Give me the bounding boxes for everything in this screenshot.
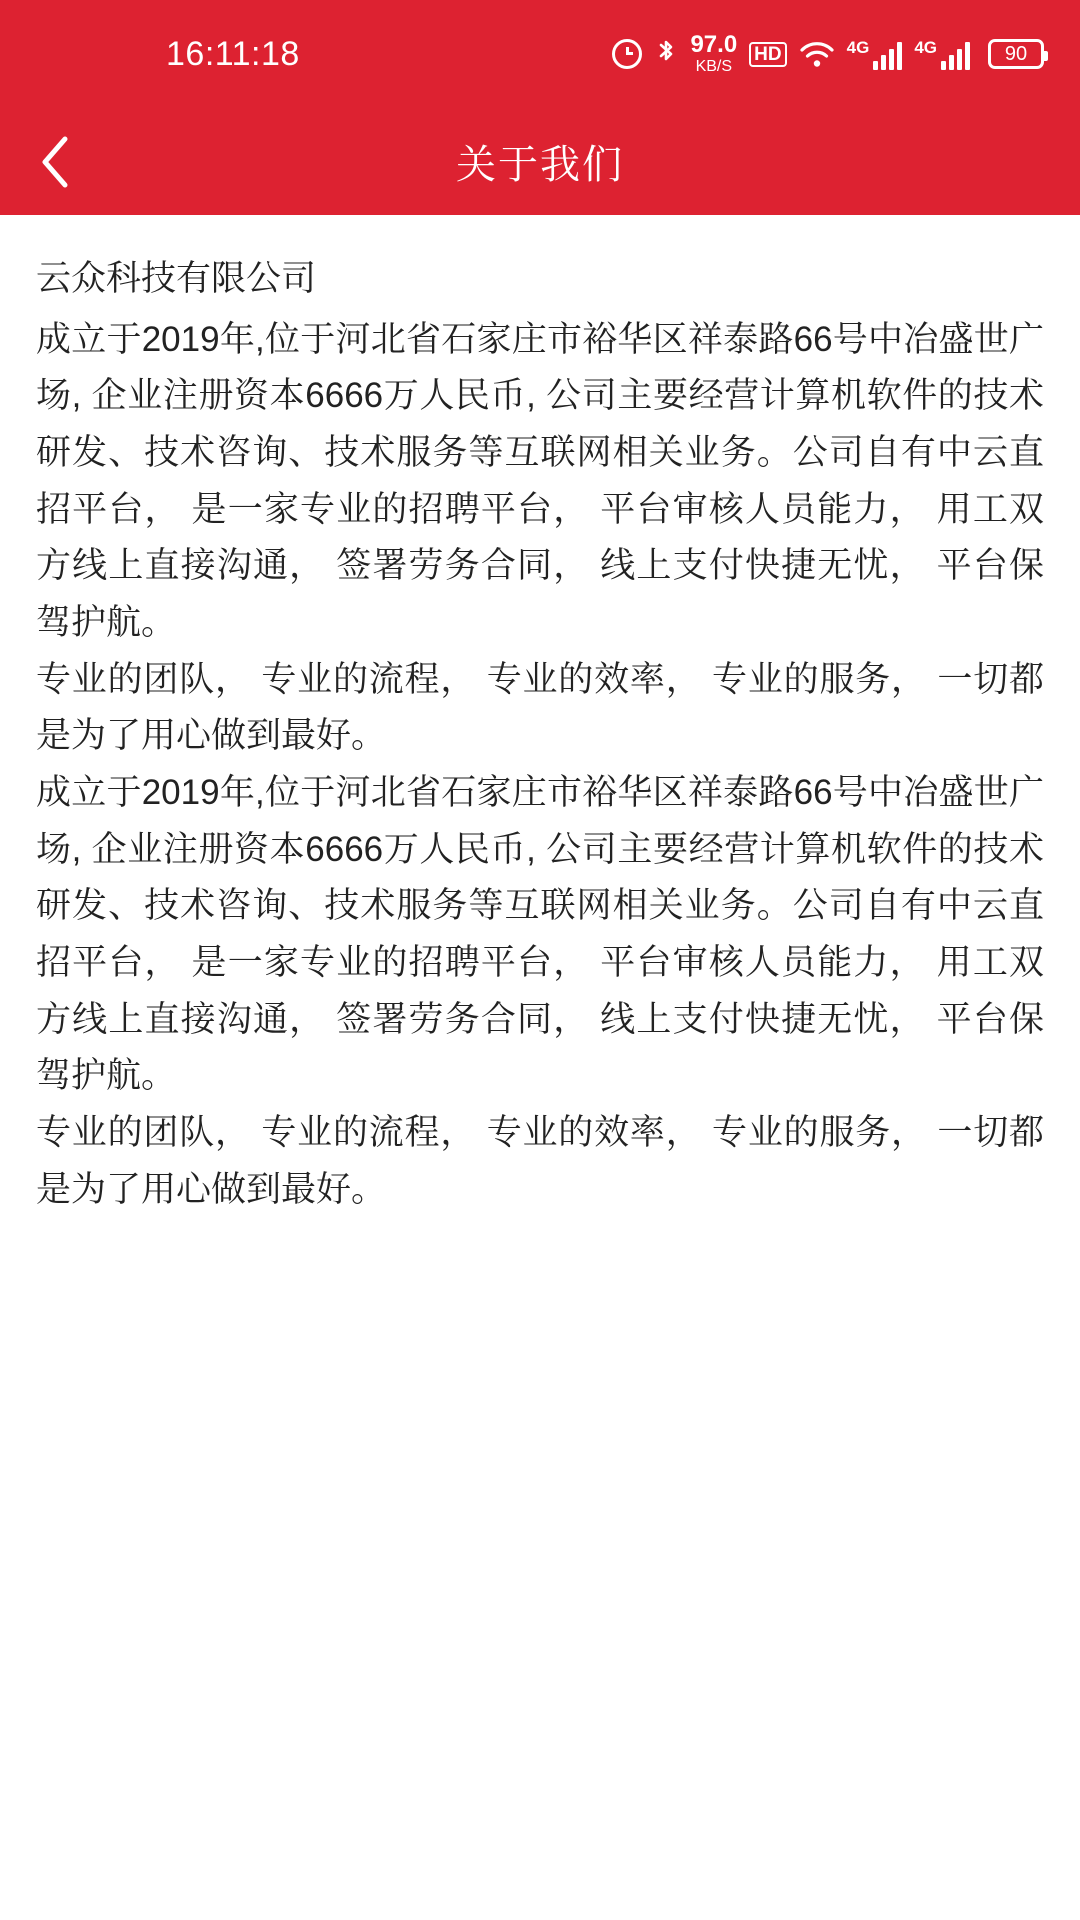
- battery-level-label: 90: [1004, 43, 1028, 65]
- page-title: 关于我们: [456, 143, 624, 187]
- sim1-signal-bars: [873, 40, 902, 70]
- sim2-signal-bars: [941, 40, 970, 70]
- app-bar: [0, 108, 1080, 215]
- company-name: 云众科技有限公司: [36, 259, 317, 298]
- alarm-icon: [612, 39, 642, 69]
- wifi-icon: [799, 39, 835, 69]
- chevron-left-icon: [38, 134, 72, 190]
- about-paragraph: 成立于2019年,位于河北省石家庄市裕华区祥泰路66号中冶盛世广场, 企业注册资本6666万人民币, 公司主要经营计算机软件的技术研发、技术咨询、技术服务等互联网相关业务。公司自有中云直招平台， 是一家专业的招聘平台， 平台审核人员能力， 用工双方线上直接沟通， 签署劳务合同， 线上支付快捷无忧， 平台保驾护航。: [36, 319, 1044, 642]
- status-clock: 16:11:18: [166, 34, 300, 73]
- about-paragraph: 成立于2019年,位于河北省石家庄市裕华区祥泰路66号中冶盛世广场, 企业注册资本6666万人民币, 公司主要经营计算机软件的技术研发、技术咨询、技术服务等互联网相关业务。公司自有中云直招平台， 是一家专业的招聘平台， 平台审核人员能力， 用工双方线上直接沟通， 签署劳务合同， 线上支付快捷无忧， 平台保驾护航。: [36, 773, 1044, 1096]
- bluetooth-icon: [654, 38, 678, 70]
- status-bar: [0, 0, 1080, 108]
- about-paragraph: 专业的团队， 专业的流程， 专业的效率， 专业的服务， 一切都是为了用心做到最好。: [36, 659, 1044, 756]
- network-speed-value: 97.0: [690, 31, 738, 58]
- battery-icon: [988, 39, 1044, 69]
- sim2-signal: [914, 38, 970, 70]
- back-button[interactable]: [0, 108, 110, 215]
- status-bar-right: [612, 33, 1044, 75]
- about-paragraph: 专业的团队， 专业的流程， 专业的效率， 专业的服务， 一切都是为了用心做到最好。: [36, 1113, 1044, 1209]
- sim1-signal: [847, 38, 903, 70]
- network-speed: [690, 33, 737, 75]
- network-speed-unit: KB/S: [695, 58, 733, 75]
- about-us-content: [0, 215, 1080, 1219]
- sim2-network-label: 4G: [914, 38, 937, 57]
- hd-voice-icon: [749, 42, 786, 67]
- sim1-network-label: 4G: [846, 38, 870, 57]
- hd-label: HD: [754, 43, 782, 65]
- status-bar-left: [36, 35, 300, 74]
